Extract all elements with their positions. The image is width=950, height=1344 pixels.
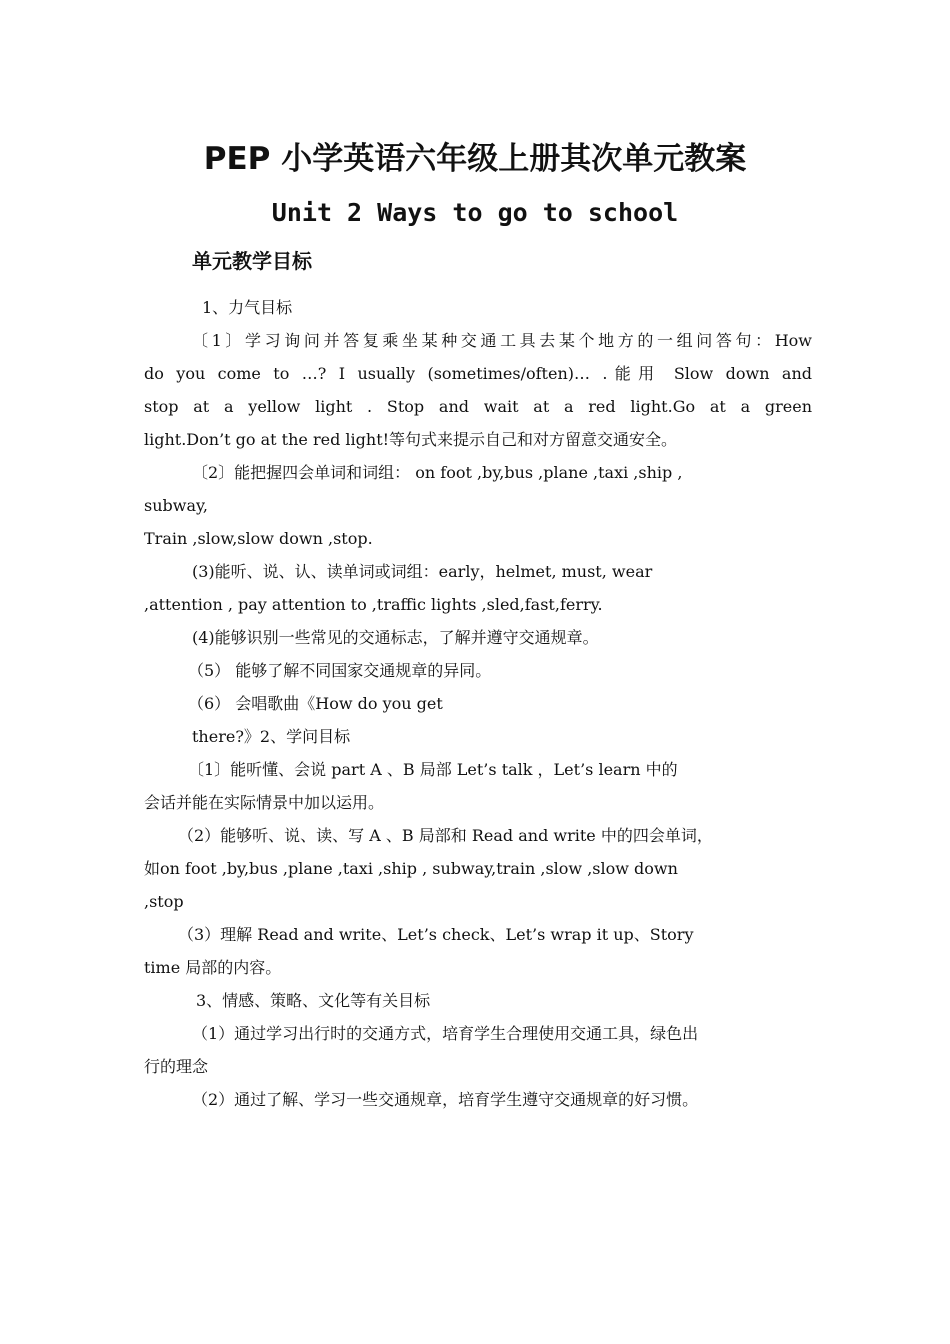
text-line: time 局部的内容。: [144, 958, 282, 977]
text-line: light.Don’t go at the red light!等句式来提示自己和对方留意交通安全。: [144, 430, 678, 449]
document-body: [144, 291, 812, 1116]
text-line: stop at a yellow light . Stop and wait at a red light.Go at a green: [144, 397, 812, 416]
text-line: 〔1〕能听懂、会说 part A 、B 局部 Let’s talk ，Let’s learn 中的: [188, 760, 678, 779]
text-line: ,attention , pay attention to ,traffic lights ,sled,fast,ferry.: [144, 595, 603, 614]
text-line: （2）能够听、说、读、写 A 、B 局部和 Read and write 中的四会单词，: [178, 826, 713, 845]
text-line: there?》2、学问目标: [192, 727, 351, 746]
text-line: Train ,slow,slow down ,stop.: [144, 529, 373, 548]
text-line: （3）理解 Read and write、Let’s check、Let’s wrap it up、Story: [178, 925, 694, 944]
document-subtitle: Unit 2 Ways to go to school: [271, 198, 679, 227]
text-line: do you come to …? I usually (sometimes/often)… .能用 Slow down and: [144, 364, 812, 383]
text-line: 会话并能在实际情景中加以运用。: [144, 793, 385, 812]
text-line: 3、情感、策略、文化等有关目标: [196, 991, 431, 1010]
text-line: 行的理念: [144, 1057, 209, 1076]
text-line: 1、力气目标: [202, 298, 293, 317]
text-line: 如on foot ,by,bus ,plane ,taxi ,ship , subway,train ,slow ,slow down: [144, 859, 678, 878]
text-line: （2）通过了解、学习一些交通规章，培育学生遵守交通规章的好习惯。: [192, 1090, 699, 1109]
section-heading: 单元教学目标: [192, 249, 312, 273]
text-line: （1）通过学习出行时的交通方式，培育学生合理使用交通工具，绿色出: [192, 1024, 699, 1043]
text-line: (4)能够识别一些常见的交通标志，了解并遵守交通规章。: [192, 628, 599, 647]
text-line: （5） 能够了解不同国家交通规章的异同。: [188, 661, 492, 680]
text-line: （6） 会唱歌曲《How do you get: [188, 694, 443, 713]
text-line: 〔1〕学习询问并答复乘坐某种交通工具去某个地方的一组问答句：How: [192, 331, 812, 350]
document-title: PEP 小学英语六年级上册其次单元教案: [203, 141, 747, 177]
text-line: subway,: [144, 496, 208, 515]
text-line: ,stop: [144, 892, 184, 911]
text-line: (3)能听、说、认、读单词或词组：early，helmet, must, wear: [192, 562, 653, 581]
text-line: 〔2〕能把握四会单词和词组： on foot ,by,bus ,plane ,taxi ,ship ,: [192, 463, 683, 482]
